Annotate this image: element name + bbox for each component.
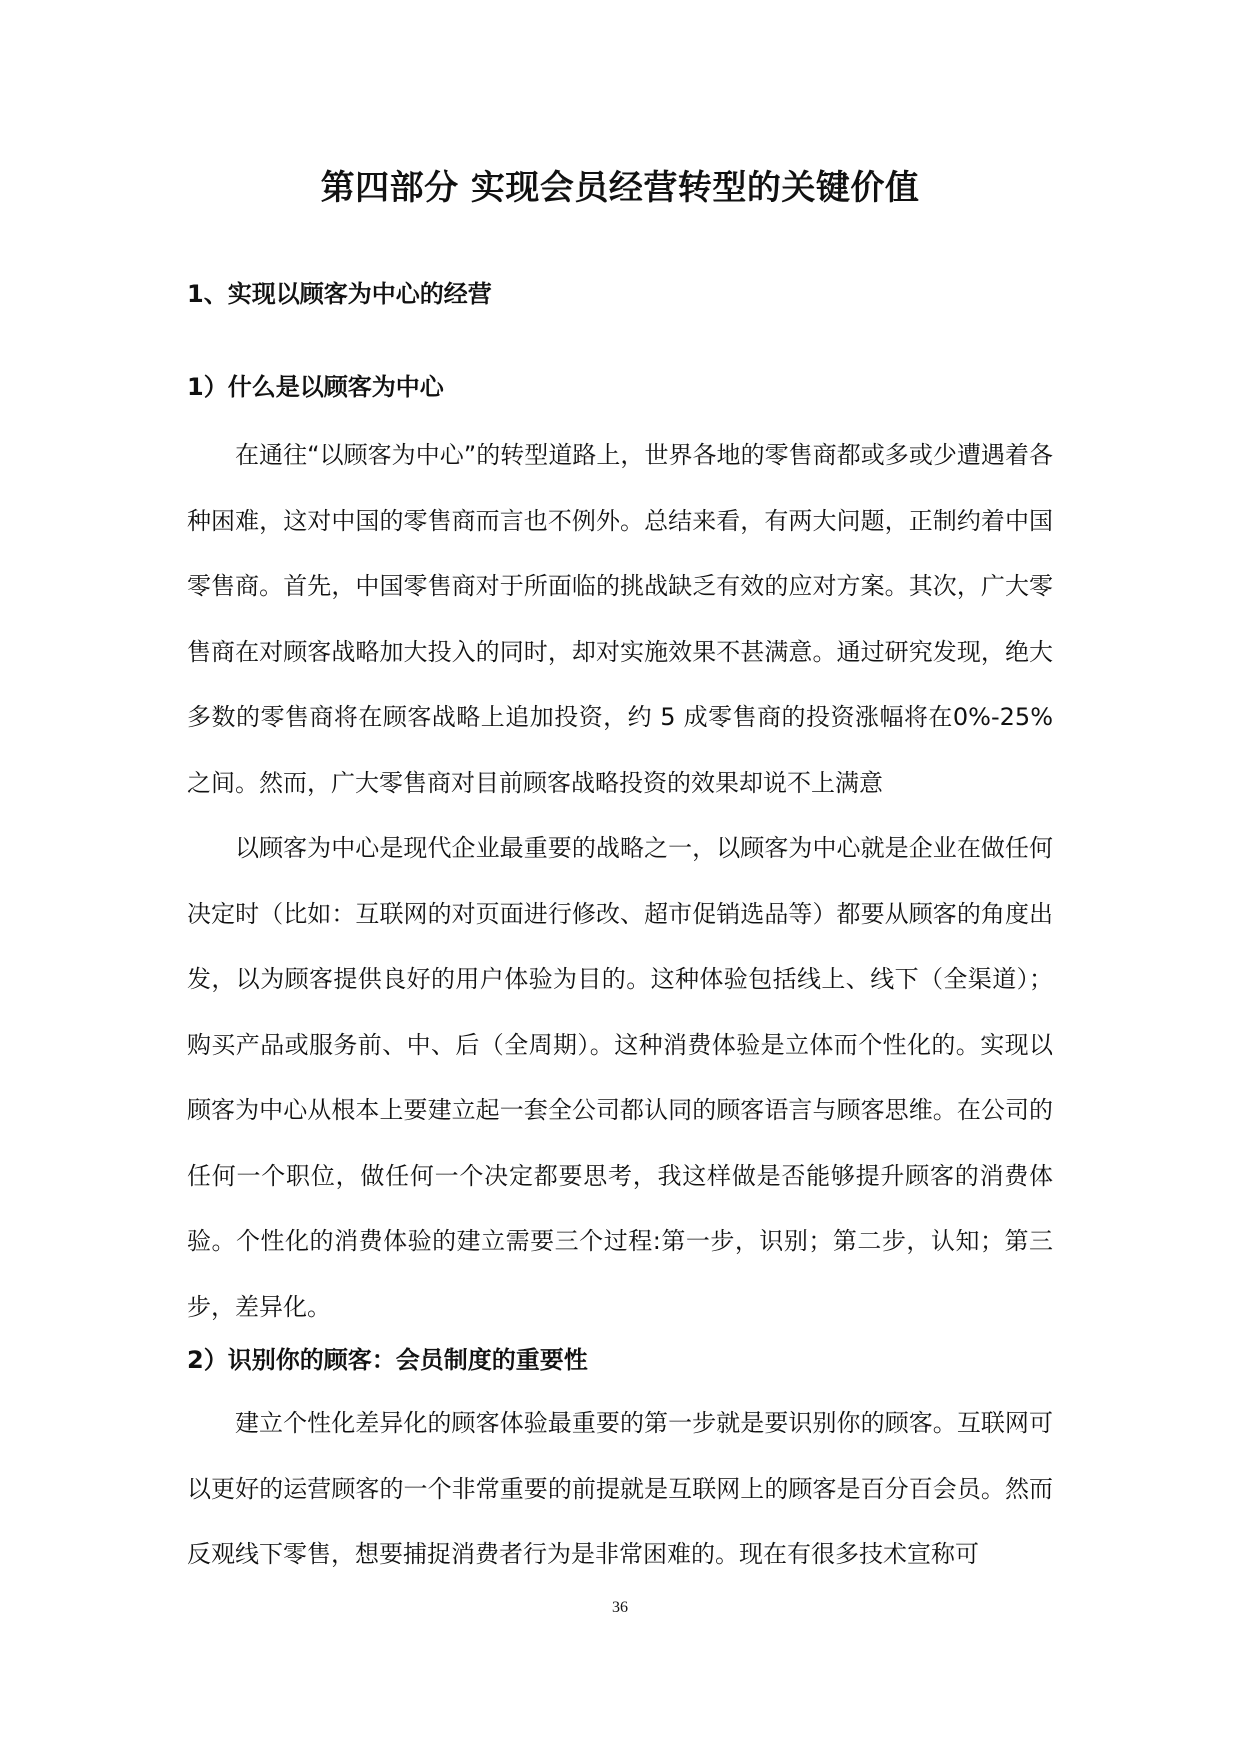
subsection-heading-2: 2）识别你的顾客：会员制度的重要性 [187,1346,588,1374]
paragraph-3: 建立个性化差异化的顾客体验最重要的第一步就是要识别你的顾客。互联网可以更好的运营顾客的一个非常重要的前提就是互联网上的顾客是百分百会员。然而反观线下零售，想要捕捉消费者行为是非常困难的。现在有很多技术宣称可 [187,1409,1053,1568]
subsection-heading-1: 1）什么是以顾客为中心 [187,373,444,401]
paragraph-2: 以顾客为中心是现代企业最重要的战略之一，以顾客为中心就是企业在做任何决定时（比如：互联网的对页面进行修改、超市促销选品等）都要从顾客的角度出发，以为顾客提供良好的用户体验为目的。这种体验包括线上、线下（全渠道）；购买产品或服务前、中、后（全周期）。这种消费体验是立体而个性化的。实现以顾客为中心从根本上要建立起一套全公司都认同的顾客语言与顾客思维。在公司的任何一个职位，做任何一个决定都要思考，我这样做是否能够提升顾客的消费体验。个性化的消费体验的建立需要三个过程:第一步，识别；第二步，认知；第三步，差异化。 [187,834,1053,1321]
section-heading: 1、实现以顾客为中心的经营 [187,280,492,308]
paragraph-1: 在通往“以顾客为中心”的转型道路上，世界各地的零售商都或多或少遭遇着各种困难，这对中国的零售商而言也不例外。总结来看，有两大问题，正制约着中国零售商。首先，中国零售商对于所面临的挑战缺乏有效的应对方案。其次，广大零售商在对顾客战略加大投入的同时，却对实施效果不甚满意。通过研究发现，绝大多数的零售商将在顾客战略上追加投资，约 5 成零售商的投资涨幅将在0%-25%之间。然而，广大零售商对目前顾客战略投资的效果却说不上满意 [187,441,1053,797]
page-title: 第四部分 实现会员经营转型的关键价值 [320,168,920,208]
page-number: 36 [612,1599,628,1616]
